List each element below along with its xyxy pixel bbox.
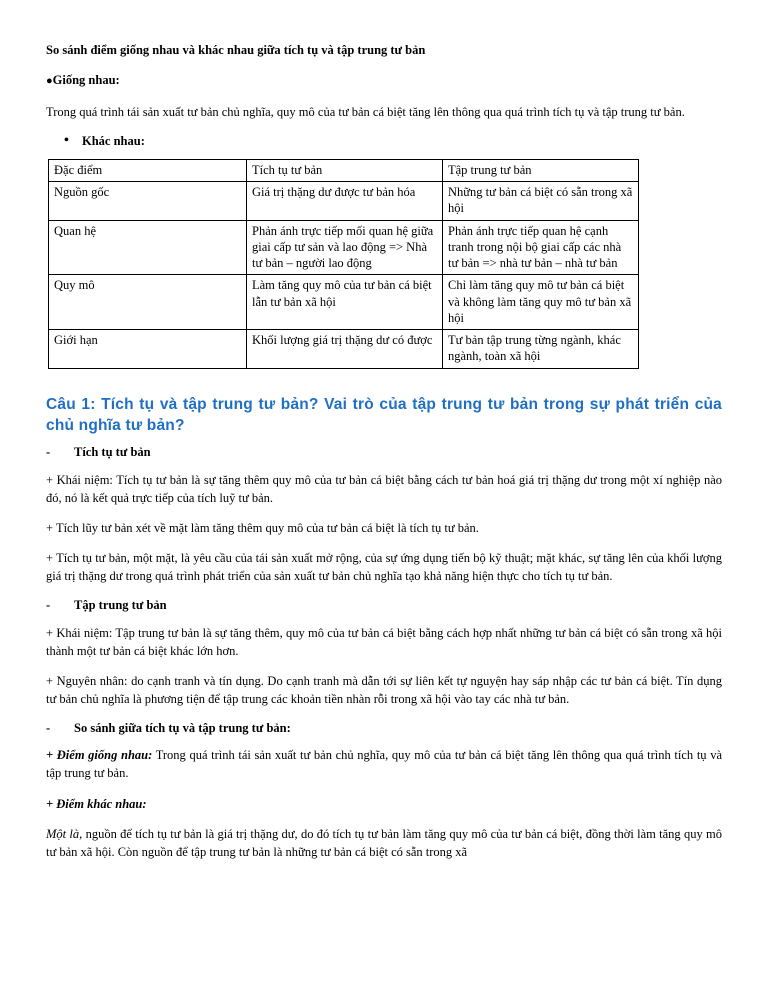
table-header-cell: Tập trung tư bản: [443, 159, 639, 181]
paragraph-tap-trung-khai-niem: + Khái niệm: Tập trung tư bản là sự tăng thêm, quy mô của tư bản cá biệt bằng cách hợp nhất những tư bản cá biệt có sẵn trong xã hội thành một tư bản cá biệt khác lớn hơn.: [46, 625, 722, 658]
subheading-tap-trung-tu-ban: [46, 597, 722, 613]
subheading-label: Tập trung tư bản: [74, 598, 167, 613]
subheading-so-sanh: [46, 720, 722, 736]
table-row: [49, 182, 639, 221]
table-cell-feature: Quan hệ: [49, 220, 247, 275]
table-cell-tap-trung: Chỉ làm tăng quy mô tư bản cá biệt và không làm tăng quy mô tư bản xã hội: [443, 275, 639, 330]
table-header-row: [49, 159, 639, 181]
subheading-label: Tích tụ tư bản: [74, 445, 151, 460]
table-row: [49, 220, 639, 275]
table-cell-tich-tu: Khối lượng giá trị thặng dư có được: [247, 330, 443, 369]
table-cell-tich-tu: Làm tăng quy mô của tư bản cá biệt lẫn tư bản xã hội: [247, 275, 443, 330]
paragraph-tich-tu-yeu-cau: + Tích tụ tư bản, một mặt, là yêu cầu của tái sản xuất mở rộng, của sự ứng dụng tiến bộ kỹ thuật; mặt khác, sự tăng lên của khối lượng giá trị thặng dư trong quá trình phát triển của sản xuất tư bản chủ nghĩa tạo khả năng hiện thực cho tích tụ tư bản.: [46, 551, 722, 584]
paragraph-diem-khac-nhau: [46, 795, 722, 813]
table-cell-feature: Nguồn gốc: [49, 182, 247, 221]
table-header-cell: Tích tụ tư bản: [247, 159, 443, 181]
table-cell-feature: Giới hạn: [49, 330, 247, 369]
lead-in-diem-khac-nhau: + Điểm khác nhau:: [46, 796, 147, 811]
bullet-giong-nhau: [46, 72, 722, 88]
table-row: [49, 330, 639, 369]
table-row: [49, 275, 639, 330]
table-cell-feature: Quy mô: [49, 275, 247, 330]
bullet-khac-nhau-label: Khác nhau:: [82, 133, 145, 148]
bullet-dot-icon: ●: [46, 75, 53, 88]
text-mot-la: nguồn để tích tụ tư bản là giá trị thặng dư, do đó tích tụ tư bản làm tăng quy mô của tư bản cá biệt, đồng thời làm tăng quy mô tư bản xã hội. Còn nguồn để tập trung tư bản là những tư bản cá biệt có sẵn trong xã: [46, 826, 722, 859]
bullet-giong-nhau-label: Giống nhau:: [52, 73, 120, 88]
comparison-table: [48, 159, 639, 369]
paragraph-tich-tu-khai-niem: + Khái niệm: Tích tụ tư bản là sự tăng thêm quy mô của tư bản cá biệt bằng cách tư bản hoá giá trị thặng dư trong một xí nghiệp nào đó, nó là kết quả trực tiếp của tích luỹ tư bản.: [46, 472, 722, 505]
dash-marker-icon: -: [46, 721, 51, 736]
subheading-label: So sánh giữa tích tụ và tập trung tư bản:: [74, 721, 291, 736]
dash-marker-icon: -: [46, 445, 51, 460]
table-cell-tap-trung: Tư bản tập trung từng ngành, khác ngành, toàn xã hội: [443, 330, 639, 369]
page-title: So sánh điểm giống nhau và khác nhau giữa tích tụ và tập trung tư bản: [46, 43, 426, 57]
table-cell-tap-trung: Những tư bản cá biệt có sẵn trong xã hội: [443, 182, 639, 221]
paragraph-tap-trung-nguyen-nhan: + Nguyên nhân: do cạnh tranh và tín dụng. Do cạnh tranh mà dẫn tới sự liên kết tự nguyện hay sáp nhập các tư bản cá biệt. Tín dụng tư bản chủ nghĩa là phương tiện để tập trung các khoản tiền nhàn rỗi trong xã hội vào tay các nhà tư bản.: [46, 673, 722, 706]
dash-marker-icon: -: [46, 598, 51, 613]
section-heading-cau-1: Câu 1: Tích tụ và tập trung tư bản? Vai trò của tập trung tư bản trong sự phát triển của chủ nghĩa tư bản?: [46, 395, 722, 434]
table-cell-tich-tu: Phản ánh trực tiếp mối quan hệ giữa giai cấp tư sản và lao động => Nhà tư bản – người lao động: [247, 220, 443, 275]
table-header-cell: Đặc điểm: [49, 159, 247, 181]
text-diem-giong-nhau: Trong quá trình tái sản xuất tư bản chủ nghĩa, quy mô của tư bản cá biệt tăng lên thông qua quá trình tích tụ và tập trung tư bản.: [46, 748, 722, 781]
table-cell-tap-trung: Phản ánh trực tiếp quan hệ cạnh tranh trong nội bộ giai cấp các nhà tư bản => nhà tư bản – nhà tư bản: [443, 220, 639, 275]
bullet-dot-icon: •: [64, 132, 69, 148]
paragraph-giong-nhau: Trong quá trình tái sản xuất tư bản chủ nghĩa, quy mô của tư bản cá biệt tăng lên thông qua quá trình tích tụ và tập trung tư bản.: [46, 104, 685, 119]
paragraph-tich-luy: + Tích lũy tư bản xét về mặt làm tăng thêm quy mô của tư bản cá biệt là tích tụ tư bản.: [46, 520, 479, 535]
bullet-khac-nhau: [64, 132, 722, 149]
lead-in-diem-giong-nhau: + Điểm giống nhau:: [46, 748, 153, 763]
table-cell-tich-tu: Giá trị thặng dư được tư bản hóa: [247, 182, 443, 221]
paragraph-mot-la: [46, 825, 722, 861]
paragraph-diem-giong-nhau: [46, 746, 722, 782]
lead-in-mot-la: Một là,: [46, 826, 83, 841]
subheading-tich-tu-tu-ban: [46, 444, 722, 460]
